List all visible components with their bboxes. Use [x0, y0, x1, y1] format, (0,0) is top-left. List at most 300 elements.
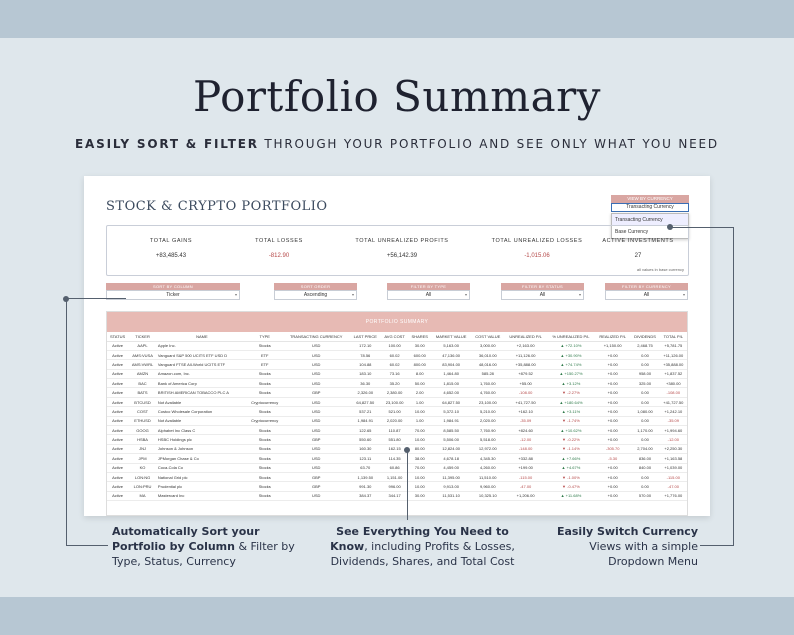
stat-value: +83,485.43: [155, 253, 187, 259]
subtitle-rest: THROUGH YOUR PORTFOLIO AND SEE ONLY WHAT YOU NEED: [264, 137, 719, 151]
table-cell: 50.00: [408, 379, 431, 388]
filter-value[interactable]: [387, 290, 470, 300]
table-cell: MA: [128, 491, 157, 500]
table-cell: 12,972.00: [471, 444, 504, 453]
table-cell: Active: [107, 435, 128, 444]
table-cell: JNJ: [128, 444, 157, 453]
table-cell: USD: [283, 360, 350, 369]
table-cell: 0.00: [630, 472, 659, 481]
table-cell: Apple Inc.: [157, 341, 247, 350]
table-cell: Stocks: [247, 491, 283, 500]
column-header[interactable]: TRANSACTING CURRENCY: [283, 332, 350, 341]
filter-label: FILTER BY CURRENCY: [605, 283, 688, 290]
table-cell: +0.00: [595, 482, 630, 491]
table-row[interactable]: [107, 435, 687, 444]
table-cell: 8.00: [408, 369, 431, 378]
table-cell: ▲ +4.67%: [547, 463, 595, 472]
column-header[interactable]: COST VALUE: [471, 332, 504, 341]
table-cell: LON:PRU: [128, 482, 157, 491]
view-currency-dropdown[interactable]: [611, 195, 689, 212]
table-cell: 5,372.10: [431, 407, 471, 416]
filter-value-text: All: [425, 292, 432, 298]
table-cell: Stocks: [247, 463, 283, 472]
spreadsheet: [84, 176, 710, 516]
callout-line-left-h: [66, 298, 126, 299]
table-row[interactable]: [107, 397, 687, 406]
table-cell: -35.09: [504, 416, 546, 425]
table-cell: 1,080.00: [630, 407, 659, 416]
filter-label: SORT BY COLUMN: [106, 283, 240, 290]
table-cell: 23,100.00: [381, 397, 409, 406]
table-cell: 36,010.00: [471, 350, 504, 359]
table-cell: Mastercard Inc: [157, 491, 247, 500]
table-cell: Active: [107, 463, 128, 472]
table-cell: ETF: [247, 350, 283, 359]
table-cell: +0.00: [595, 472, 630, 481]
table-cell: USD: [283, 444, 350, 453]
callout-line-right-h2: [700, 545, 734, 546]
table-cell: +1,039.00: [660, 463, 687, 472]
menu-option-transacting[interactable]: Transacting Currency: [612, 214, 688, 226]
filter-type-dropdown[interactable]: [387, 283, 470, 301]
table-cell: Stocks: [247, 482, 283, 491]
table-row[interactable]: [107, 444, 687, 453]
table-cell: 840.00: [630, 463, 659, 472]
table-cell: +0.00: [595, 416, 630, 425]
table-cell: -108.00: [660, 388, 687, 397]
table-cell: Stocks: [247, 454, 283, 463]
filter-status-dropdown[interactable]: [501, 283, 584, 301]
chevron-down-icon: ▾: [464, 292, 467, 297]
table-cell: Cryptocurrency: [247, 416, 283, 425]
stat-total-gains: [111, 238, 231, 259]
table-cell: +5,781.75: [660, 341, 687, 350]
table-cell: JPM: [128, 454, 157, 463]
table-cell: 2,468.75: [630, 341, 659, 350]
table-row[interactable]: [107, 472, 687, 481]
table-cell: Active: [107, 407, 128, 416]
table-cell: HSBC Holdings plc: [157, 435, 247, 444]
table-cell: 160.30: [350, 444, 381, 453]
table-cell: ▲ +74.74%: [547, 360, 595, 369]
table-cell: Stocks: [247, 341, 283, 350]
table-cell: +0.00: [595, 369, 630, 378]
column-header[interactable]: TYPE: [247, 332, 283, 341]
table-cell: 5,210.00: [471, 407, 504, 416]
table-cell: 73.16: [381, 369, 409, 378]
table-cell: USD: [283, 350, 350, 359]
table-cell: Cryptocurrency: [247, 397, 283, 406]
table-cell: USD: [283, 416, 350, 425]
callout-line-right-v: [733, 227, 734, 545]
table-cell: 550.60: [350, 435, 381, 444]
column-header[interactable]: STATUS: [107, 332, 128, 341]
column-header[interactable]: AVG COST: [381, 332, 409, 341]
stats-panel: [106, 225, 689, 276]
table-cell: ▲ +3.11%: [547, 407, 595, 416]
bottom-band: [0, 597, 794, 635]
top-band: [0, 0, 794, 38]
table-cell: Active: [107, 426, 128, 435]
table-row[interactable]: [107, 407, 687, 416]
table-cell: -115.00: [504, 472, 546, 481]
table-cell: -47.00: [660, 482, 687, 491]
table-cell: 70.00: [408, 463, 431, 472]
table-cell: USD: [283, 454, 350, 463]
column-header[interactable]: LAST PRICE: [350, 332, 381, 341]
table-cell: BATS: [128, 388, 157, 397]
table-cell: Stocks: [247, 388, 283, 397]
table-cell: Active: [107, 416, 128, 425]
table-cell: ▲ +7.66%: [547, 454, 595, 463]
table-cell: +41,727.50: [660, 397, 687, 406]
filter-value-text: Ticker: [166, 292, 180, 298]
table-cell: +879.52: [504, 369, 546, 378]
table-cell: Not Available: [157, 416, 247, 425]
table-cell: -108.00: [504, 388, 546, 397]
table-cell: GBP: [283, 482, 350, 491]
table-cell: Active: [107, 482, 128, 491]
table-row[interactable]: [107, 379, 687, 388]
table-cell: 4,459.00: [431, 463, 471, 472]
table-cell: Johnson & Johnson: [157, 444, 247, 453]
table-cell: Active: [107, 369, 128, 378]
table-cell: 2,326.00: [350, 388, 381, 397]
table-cell: 60.02: [381, 350, 409, 359]
column-header[interactable]: DIVIDENDS: [630, 332, 659, 341]
table-cell: +162.10: [504, 407, 546, 416]
table-cell: 100.00: [381, 341, 409, 350]
table-cell: USD: [283, 341, 350, 350]
table-cell: +380.00: [660, 379, 687, 388]
table-cell: +0.00: [595, 407, 630, 416]
table-cell: -47.00: [504, 482, 546, 491]
table-cell: +0.00: [595, 435, 630, 444]
table-body: [107, 341, 687, 501]
table-cell: 10.00: [408, 482, 431, 491]
table-cell: 122.65: [350, 426, 381, 435]
table-cell: Not Available: [157, 397, 247, 406]
table-cell: 64,827.50: [350, 397, 381, 406]
table-cell: 0.00: [630, 416, 659, 425]
table-cell: Active: [107, 472, 128, 481]
table-cell: 123.11: [350, 454, 381, 463]
stats-note: all values in base currency: [636, 267, 684, 272]
table-cell: National Grid plc: [157, 472, 247, 481]
table-row[interactable]: [107, 416, 687, 425]
table-cell: USD: [283, 379, 350, 388]
column-header[interactable]: TICKER: [128, 332, 157, 341]
table-cell: +2,163.00: [504, 341, 546, 350]
table-cell: 0.00: [630, 482, 659, 491]
table-cell: 325.00: [630, 379, 659, 388]
table-cell: Stocks: [247, 472, 283, 481]
table-cell: ▲ +180.64%: [547, 397, 595, 406]
table-cell: ▼ -0.22%: [547, 435, 595, 444]
column-header[interactable]: UNREALIZED P/L: [504, 332, 546, 341]
filter-value[interactable]: [106, 290, 240, 300]
table-cell: ▼ -2.27%: [547, 388, 595, 397]
table-cell: -5.30: [595, 454, 630, 463]
table-cell: 172.10: [350, 341, 381, 350]
table-cell: 1,464.80: [431, 369, 471, 378]
filter-value[interactable]: [605, 290, 688, 300]
table-cell: GBP: [283, 388, 350, 397]
table-cell: GOOG: [128, 426, 157, 435]
table-cell: 9,913.00: [431, 482, 471, 491]
table-cell: Stocks: [247, 369, 283, 378]
stat-value: 27: [634, 253, 642, 259]
table-cell: 64,827.50: [431, 397, 471, 406]
stat-label: TOTAL LOSSES: [255, 238, 303, 244]
table-cell: 162.15: [381, 444, 409, 453]
table-cell: 10.00: [408, 435, 431, 444]
callout-overview-bold: See Everything You Need to Know: [330, 525, 509, 553]
table-cell: Stocks: [247, 435, 283, 444]
table-cell: Active: [107, 379, 128, 388]
table-row[interactable]: [107, 426, 687, 435]
filter-value[interactable]: [274, 290, 357, 300]
table-cell: -12.00: [660, 435, 687, 444]
table-cell: +1,776.00: [660, 491, 687, 500]
table-cell: 5,506.00: [431, 435, 471, 444]
table-cell: +0.00: [595, 397, 630, 406]
table-cell: 60.86: [381, 463, 409, 472]
sheet-title: STOCK & CRYPTO PORTFOLIO: [106, 199, 328, 214]
view-currency-value[interactable]: Transacting Currency: [611, 203, 689, 212]
table-cell: ▼ -0.47%: [547, 482, 595, 491]
filter-label: FILTER BY TYPE: [387, 283, 470, 290]
menu-option-base[interactable]: Base Currency: [615, 229, 649, 235]
callout-sort-text: & Filter by Type, Status, Currency: [112, 540, 295, 568]
table-cell: 2.00: [408, 388, 431, 397]
table-cell: +35,888.00: [504, 360, 546, 369]
table-cell: +2,250.30: [660, 444, 687, 453]
table-cell: USD: [283, 369, 350, 378]
table-cell: 70.00: [408, 426, 431, 435]
column-header[interactable]: % UNREALIZED P/L: [547, 332, 595, 341]
table-cell: +0.00: [595, 379, 630, 388]
table-cell: Stocks: [247, 444, 283, 453]
table-row[interactable]: [107, 360, 687, 369]
table-cell: 1,815.00: [431, 379, 471, 388]
table-cell: +199.00: [504, 463, 546, 472]
table-cell: AMZN: [128, 369, 157, 378]
stat-label: TOTAL GAINS: [149, 238, 193, 244]
table-cell: 4,260.00: [471, 463, 504, 472]
table-cell: 12,824.00: [431, 444, 471, 453]
table-cell: 1,760.00: [471, 379, 504, 388]
table-row[interactable]: [107, 491, 687, 500]
table-cell: 1,984.91: [350, 416, 381, 425]
table-cell: 0.00: [630, 350, 659, 359]
table-cell: USD: [283, 426, 350, 435]
stat-value: -812.90: [268, 253, 290, 259]
table-cell: 78.56: [350, 350, 381, 359]
table-cell: 10.00: [408, 407, 431, 416]
table-cell: HSBA: [128, 435, 157, 444]
callout-currency-text: Views with a simple Dropdown Menu: [589, 540, 698, 568]
table-cell: Bank of America Corp: [157, 379, 247, 388]
table-cell: 11,395.00: [431, 472, 471, 481]
stat-unrealized-profits: [332, 238, 472, 259]
table-cell: 3,000.00: [471, 341, 504, 350]
table-cell: 521.00: [381, 407, 409, 416]
table-cell: Active: [107, 341, 128, 350]
chevron-down-icon: ▾: [351, 292, 354, 297]
table-cell: 585.28: [471, 369, 504, 378]
table-cell: USD: [283, 397, 350, 406]
table-row[interactable]: [107, 369, 687, 378]
chevron-down-icon: ▾: [578, 292, 581, 297]
chevron-down-icon: ▾: [682, 292, 685, 297]
table-cell: 384.37: [350, 491, 381, 500]
table-cell: 5,518.00: [471, 435, 504, 444]
table-cell: 996.00: [381, 482, 409, 491]
table-cell: 4,760.00: [471, 388, 504, 397]
subtitle-bold: EASILY SORT & FILTER: [75, 137, 259, 151]
table-cell: Vanguard S&P 500 UCITS ETF USD D: [157, 350, 247, 359]
table-row[interactable]: [107, 350, 687, 359]
filter-label: FILTER BY STATUS: [501, 283, 584, 290]
table-cell: GBP: [283, 472, 350, 481]
stat-label: TOTAL UNREALIZED PROFITS: [355, 238, 449, 244]
table-cell: 836.00: [630, 454, 659, 463]
table-cell: Active: [107, 491, 128, 500]
table-cell: Prudential plc: [157, 482, 247, 491]
table-cell: 1,139.50: [350, 472, 381, 481]
table-cell: +0.00: [595, 388, 630, 397]
table-cell: 110.87: [381, 426, 409, 435]
table-cell: KO: [128, 463, 157, 472]
table-cell: 1.00: [408, 416, 431, 425]
table-cell: +0.00: [595, 350, 630, 359]
table-cell: 800.00: [408, 360, 431, 369]
table-cell: GBP: [283, 435, 350, 444]
table-cell: +1,150.00: [595, 341, 630, 350]
table-cell: 11,510.00: [471, 472, 504, 481]
portfolio-table: [106, 311, 688, 516]
table-cell: +41,727.50: [504, 397, 546, 406]
table-cell: 570.00: [630, 491, 659, 500]
table-cell: 958.00: [630, 369, 659, 378]
table-cell: Active: [107, 388, 128, 397]
table-row[interactable]: [107, 388, 687, 397]
table-cell: 2,020.00: [471, 416, 504, 425]
table-cell: 4,652.00: [431, 388, 471, 397]
table-cell: 4,345.30: [471, 454, 504, 463]
callout-sort: [112, 524, 312, 569]
table-cell: +1,206.00: [504, 491, 546, 500]
table-cell: AMS:VWRL: [128, 360, 157, 369]
table-cell: Coca-Cola Co: [157, 463, 247, 472]
callout-line-left-v: [66, 298, 67, 545]
table-cell: 0.00: [630, 360, 659, 369]
table-cell: BTCUSD: [128, 397, 157, 406]
table-cell: 9,960.00: [471, 482, 504, 491]
table-cell: 83,904.00: [431, 360, 471, 369]
table-cell: +11,126.00: [504, 350, 546, 359]
table-cell: +35,888.00: [660, 360, 687, 369]
table-cell: Active: [107, 444, 128, 453]
sort-by-column-dropdown[interactable]: [106, 283, 240, 301]
table-cell: AAPL: [128, 341, 157, 350]
table-cell: 1.00: [408, 397, 431, 406]
table-cell: ▲ +30.90%: [547, 350, 595, 359]
table-cell: 35.20: [381, 379, 409, 388]
table-cell: 48,016.00: [471, 360, 504, 369]
table-cell: +1,837.52: [660, 369, 687, 378]
table-cell: 2,704.00: [630, 444, 659, 453]
view-currency-label: VIEW BY CURRENCY: [611, 195, 689, 203]
table-header-row: [107, 332, 687, 341]
table-cell: Vanguard FTSE All-World UCITS ETF: [157, 360, 247, 369]
callout-line-middle: [407, 450, 408, 520]
table-row[interactable]: [107, 463, 687, 472]
table-cell: 600.00: [408, 350, 431, 359]
table-cell: Stocks: [247, 379, 283, 388]
table-row[interactable]: [107, 454, 687, 463]
table-cell: ▲ +72.10%: [547, 341, 595, 350]
table-cell: +824.60: [504, 426, 546, 435]
filter-currency-dropdown[interactable]: [605, 283, 688, 301]
table-cell: USD: [283, 491, 350, 500]
table-cell: USD: [283, 463, 350, 472]
table-cell: 36.30: [350, 379, 381, 388]
table-cell: Active: [107, 454, 128, 463]
callout-currency: [545, 524, 698, 569]
table-cell: LON:NG: [128, 472, 157, 481]
table-cell: Amazon.com, Inc.: [157, 369, 247, 378]
stat-total-losses: [219, 238, 339, 259]
filter-value-text: All: [643, 292, 650, 298]
table-cell: -305.70: [595, 444, 630, 453]
table-cell: +1,994.60: [660, 426, 687, 435]
table-cell: USD: [283, 407, 350, 416]
table-cell: 5,163.00: [431, 341, 471, 350]
table-cell: 1,151.00: [381, 472, 409, 481]
callout-sort-bold: Automatically Sort your Portfolio by Column: [112, 525, 260, 553]
table-row[interactable]: [107, 482, 687, 491]
table-cell: +1,163.58: [660, 454, 687, 463]
stat-label: TOTAL UNREALIZED LOSSES: [491, 238, 583, 244]
column-header[interactable]: NAME: [157, 332, 247, 341]
callout-dot-middle: [404, 447, 410, 453]
table-cell: +11,126.00: [660, 350, 687, 359]
table-cell: 2,020.00: [381, 416, 409, 425]
callout-overview: [320, 524, 525, 569]
table-cell: 8,585.50: [431, 426, 471, 435]
table-cell: 60.02: [381, 360, 409, 369]
table-cell: BRITISH AMERICAN TOBACCO PLC A: [157, 388, 247, 397]
table-cell: ▼ -1.14%: [547, 444, 595, 453]
table-cell: 991.30: [350, 482, 381, 491]
table-row[interactable]: [107, 341, 687, 350]
column-header[interactable]: MARKET VALUE: [431, 332, 471, 341]
table-cell: +0.00: [595, 463, 630, 472]
column-header[interactable]: TOTAL P/L: [660, 332, 687, 341]
filter-value[interactable]: [501, 290, 584, 300]
column-header[interactable]: REALIZED P/L: [595, 332, 630, 341]
table-cell: JPMorgan Chase & Co: [157, 454, 247, 463]
table-cell: 23,100.00: [471, 397, 504, 406]
column-header[interactable]: SHARES: [408, 332, 431, 341]
table-cell: 0.00: [630, 397, 659, 406]
table-cell: Active: [107, 360, 128, 369]
table-cell: 183.10: [350, 369, 381, 378]
sort-order-dropdown[interactable]: [274, 283, 357, 301]
page-subtitle: [0, 137, 794, 151]
